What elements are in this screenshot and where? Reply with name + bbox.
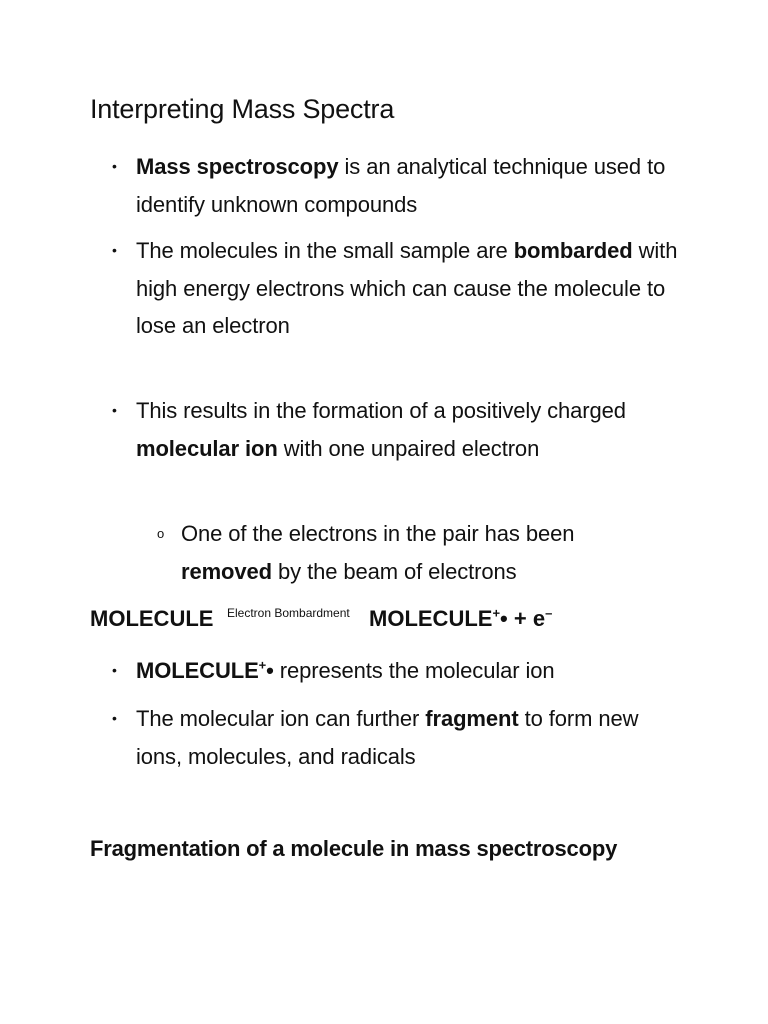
bullet-marker: • xyxy=(112,662,117,678)
bullet-marker: • xyxy=(112,242,117,258)
bullet-marker: • xyxy=(112,710,117,726)
bullet-mass-spectroscopy xyxy=(112,148,696,223)
text-run: with high energy electrons which can cause the molecule to lose an electron xyxy=(136,238,678,338)
bullet-fragment xyxy=(112,700,681,775)
text-run: The molecules in the small sample are xyxy=(136,238,514,263)
bullet-text xyxy=(136,238,677,338)
equation-electron-charge: – xyxy=(545,605,553,621)
bullet-molecular-ion xyxy=(112,392,696,467)
bold-term: bombarded xyxy=(513,238,633,263)
bullet-marker: • xyxy=(112,402,117,418)
bold-term: MOLECULE xyxy=(136,658,259,683)
equation-rhs xyxy=(369,606,552,632)
sub-bullet-removed xyxy=(157,515,651,590)
bullet-text xyxy=(136,154,665,217)
text-run: is an analytical technique used to identify unknown compounds xyxy=(136,154,666,217)
text-run: by the beam of electrons xyxy=(272,558,517,584)
text-run: This results in the formation of a positively charged xyxy=(136,398,626,423)
bullet-bombarded xyxy=(112,232,696,345)
bullet-molecule-ion-meaning xyxy=(112,652,696,690)
sub-bullet-marker: o xyxy=(157,526,165,541)
equation-lhs: MOLECULE xyxy=(90,606,214,631)
bold-term: fragment xyxy=(425,706,519,731)
text-run: with one unpaired electron xyxy=(277,435,540,461)
equation-arrow-label: Electron Bombardment xyxy=(227,606,350,620)
bullet-text xyxy=(136,706,638,769)
charge-superscript: + xyxy=(258,657,267,673)
text-run: represents the molecular ion xyxy=(273,658,555,683)
bullet-text xyxy=(136,658,555,683)
bold-term: • xyxy=(266,658,274,683)
equation-rhs-base: MOLECULE xyxy=(369,606,493,631)
page-title: Interpreting Mass Spectra xyxy=(90,94,395,124)
equation-rhs-rest: • + e xyxy=(500,606,546,631)
sub-bullet-text xyxy=(181,521,574,584)
bullet-text xyxy=(136,398,626,461)
text-run: The molecular ion can further xyxy=(136,706,426,731)
bullet-marker: • xyxy=(112,158,117,174)
text-run: One of the electrons in the pair has been xyxy=(181,521,575,546)
text-run: to form new ions, molecules, and radicals xyxy=(136,706,639,769)
equation-rhs-charge: + xyxy=(492,605,501,621)
bold-term: molecular ion xyxy=(136,435,278,461)
bold-term: removed xyxy=(181,558,273,584)
section-heading: Fragmentation of a molecule in mass spectroscopy xyxy=(90,836,618,861)
bold-term: Mass spectroscopy xyxy=(136,154,339,179)
